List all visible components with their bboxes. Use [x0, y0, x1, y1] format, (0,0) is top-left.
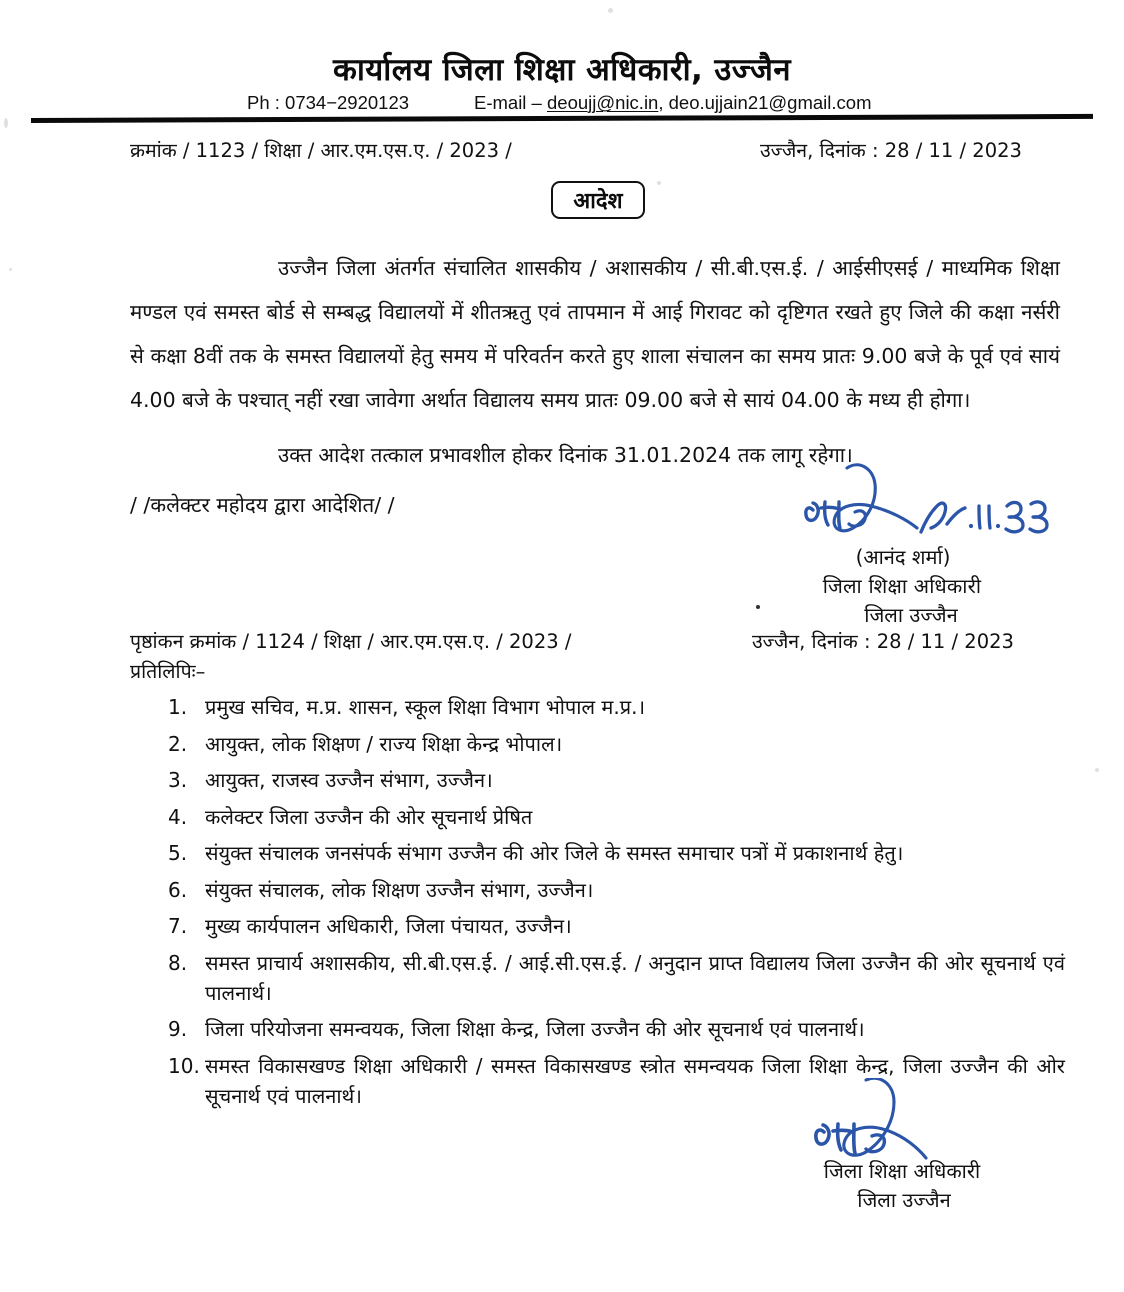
- endorsement-date: उज्जैन, दिनांक : 28 / 11 / 2023: [752, 630, 1014, 653]
- list-item: [160, 948, 1065, 1008]
- signatory-district: जिला उज्जैन: [864, 603, 958, 627]
- scan-speck: [1095, 768, 1099, 772]
- order-paragraph-collector: / /कलेक्टर महोदय द्वारा आदेशित/ /: [130, 493, 395, 517]
- email-primary[interactable]: deoujj@nic.in: [547, 92, 659, 113]
- signatory-name: (आनंद शर्मा): [855, 545, 951, 569]
- list-item-text: आयुक्त, राजस्व उज्जैन संभाग, उज्जैन।: [205, 768, 493, 792]
- list-item-number: 9.: [168, 1017, 188, 1041]
- list-item: [160, 911, 1065, 941]
- list-item: [160, 838, 1065, 868]
- email-label: E-mail –: [474, 92, 547, 113]
- list-item-number: 8.: [168, 950, 188, 975]
- list-item: [160, 875, 1065, 905]
- order-badge: आदेश: [551, 181, 645, 219]
- scan-speck: [608, 8, 613, 13]
- list-item-text: समस्त विकासखण्ड शिक्षा अधिकारी / समस्त विकासखण्ड स्त्रोत समन्वयक जिला शिक्षा केन्द्र, जिला उज्जैन की ओर सूचनार्थ एवं पालनार्थ।: [205, 1053, 1065, 1108]
- list-item-number: 2.: [168, 731, 188, 756]
- copy-distribution-list: [160, 692, 1065, 1117]
- stray-ink-dot: [756, 605, 760, 609]
- order-body: [130, 246, 1060, 527]
- phone-number: Ph : 0734−2920123: [247, 92, 410, 113]
- list-item: [160, 1014, 1065, 1044]
- signature-block-bottom: [742, 1157, 1062, 1215]
- order-paragraph-effective: उक्त आदेश तत्काल प्रभावशील होकर दिनांक 31.01.2024 तक लागू रहेगा।: [278, 443, 853, 467]
- list-item-text: मुख्य कार्यपालन अधिकारी, जिला पंचायत, उज्जैन।: [205, 914, 572, 938]
- email-addresses: [474, 92, 871, 114]
- order-paragraph-main: उज्जैन जिला अंतर्गत संचालित शासकीय / अशासकीय / सी.बी.एस.ई. / आईसीएसई / माध्यमिक शिक्षा मण्डल एवं समस्त बोर्ड से सम्बद्ध विद्यालयों में शीतऋतु एवं तापमान में आई गिरावट को दृष्टिगत रखते हुए जिले की कक्षा नर्सरी से कक्षा 8वीं तक के समस्त विद्यालयों हेतु समय में परिवर्तन करते हुए शाला संचालन का समय प्रातः 9.00 बजे के पूर्व एवं सायं 4.00 बजे के पश्चात् नहीं रखा जावेगा अर्थात विद्यालय समय प्रातः 09.00 बजे से सायं 04.00 के मध्य ही होगा।: [130, 256, 1060, 412]
- scan-speck: [9, 268, 12, 271]
- endorsement-number: पृष्ठांकन क्रमांक / 1124 / शिक्षा / आर.एम.एस.ए. / 2023 /: [130, 630, 572, 653]
- signature-block-top: [742, 543, 1062, 630]
- signatory-designation-bottom: जिला शिक्षा अधिकारी: [823, 1159, 981, 1183]
- list-item-number: 7.: [168, 914, 188, 938]
- list-item-number: 4.: [168, 804, 188, 829]
- list-item-text: संयुक्त संचालक जनसंपर्क संभाग उज्जैन की ओर जिले के समस्त समाचार पत्रों में प्रकाशनार्थ हेतु।: [205, 841, 904, 865]
- reference-number: क्रमांक / 1123 / शिक्षा / आर.एम.एस.ए. / 2023 /: [130, 139, 512, 162]
- list-item: [160, 765, 1065, 795]
- list-item-number: 5.: [168, 841, 188, 865]
- list-item-text: संयुक्त संचालक, लोक शिक्षण उज्जैन संभाग, उज्जैन।: [205, 877, 594, 902]
- list-item: [160, 802, 1065, 832]
- list-item-text: आयुक्त, लोक शिक्षण / राज्य शिक्षा केन्द्र भोपाल।: [205, 731, 563, 756]
- list-item: [160, 729, 1065, 759]
- list-item-text: कलेक्टर जिला उज्जैन की ओर सूचनार्थ प्रेषित: [205, 804, 533, 829]
- copy-to-label: प्रतिलिपिः–: [130, 660, 206, 683]
- list-item-text: जिला परियोजना समन्वयक, जिला शिक्षा केन्द्र, जिला उज्जैन की ओर सूचनार्थ एवं पालनार्थ।: [205, 1017, 865, 1041]
- email-secondary[interactable]: , deo.ujjain21@gmail.com: [658, 92, 872, 113]
- list-item-number: 10.: [168, 1053, 200, 1078]
- scan-speck: [4, 118, 8, 128]
- list-item-number: 1.: [168, 695, 188, 719]
- scan-speck: [657, 181, 661, 185]
- header-divider-rule: [31, 114, 1093, 123]
- list-item-number: 3.: [168, 768, 188, 792]
- signatory-designation: जिला शिक्षा अधिकारी: [822, 574, 982, 598]
- list-item-number: 6.: [168, 877, 188, 902]
- office-title: कार्यालय जिला शिक्षा अधिकारी, उज्जैन: [333, 52, 791, 88]
- list-item-text: प्रमुख सचिव, म.प्र. शासन, स्कूल शिक्षा विभाग भोपाल म.प्र.।: [205, 695, 646, 719]
- list-item: [160, 692, 1065, 722]
- reference-date: उज्जैन, दिनांक : 28 / 11 / 2023: [760, 139, 1022, 162]
- signatory-district-bottom: जिला उज्जैन: [857, 1188, 951, 1212]
- list-item: [160, 1051, 1065, 1111]
- list-item-text: समस्त प्राचार्य अशासकीय, सी.बी.एस.ई. / आई.सी.एस.ई. / अनुदान प्राप्त विद्यालय जिला उज्जैन की ओर सूचनार्थ एवं पालनार्थ।: [205, 950, 1065, 1005]
